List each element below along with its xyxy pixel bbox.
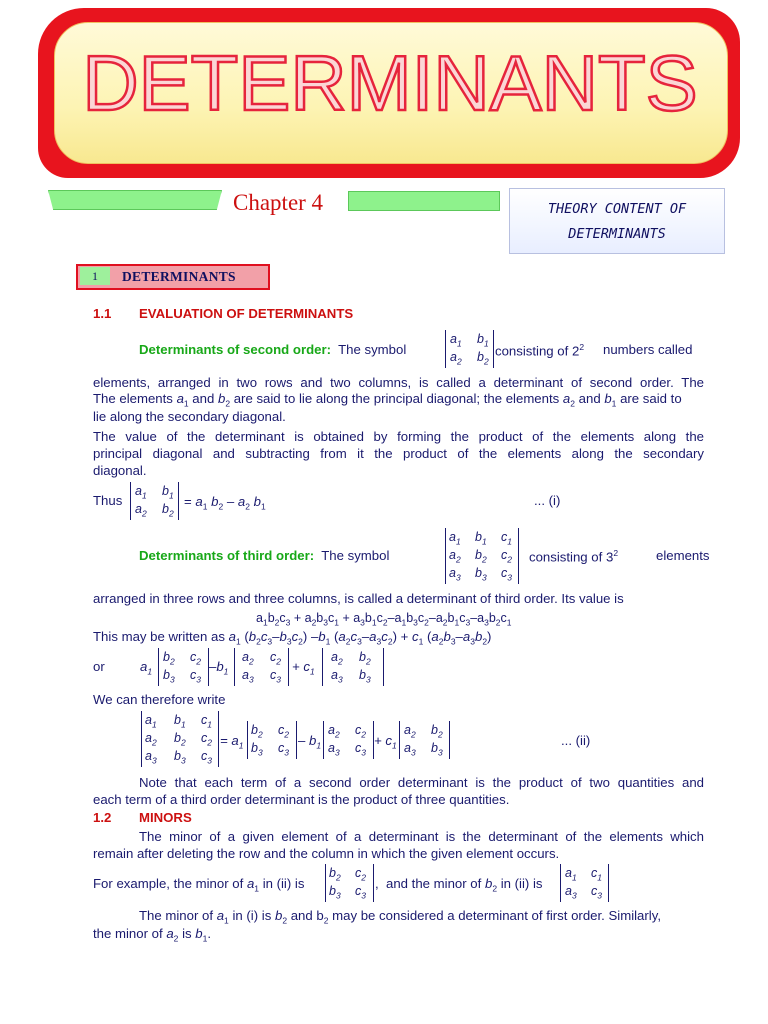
text-fragment: the minor of (93, 926, 163, 941)
expansion-minor-3: $a_2$ $b_2$ $a_3$ $b_3$ (399, 721, 450, 759)
second-order-intro-tail (495, 342, 584, 358)
text-line: The value of the determinant is obtained by forming the product of the elements along the (93, 429, 704, 444)
text-fragment: For example, the minor of (93, 876, 244, 891)
minor-example-line-2: , and the minor of $b_2$ in (ii) is (375, 876, 543, 894)
text-fragment: and the minor of (386, 876, 482, 891)
text-line: remain after deleting the row and the column in which the given element occurs. (93, 846, 560, 861)
consisting-text: consisting of 2 (495, 343, 580, 359)
text-fragment: is (182, 926, 192, 941)
exponent: 2 (613, 548, 619, 558)
thus-label: Thus (93, 493, 123, 508)
chapter-label: Chapter 4 (233, 190, 324, 215)
text-line: elements, arranged in two rows and two columns, is called a determinant of second order. The (93, 375, 704, 390)
subsection-title: EVALUATION OF DETERMINANTS (139, 306, 354, 321)
subsection-title: MINORS (139, 810, 192, 825)
diagonal-sentence: The elements $a_1$ and $b_2$ are said to lie along the principal diagonal; the elements $a_2$ and $b_1$ are said to (93, 391, 682, 409)
text-fragment: and b (290, 908, 324, 923)
theory-line-1: THEORY CONTENT OF (547, 201, 687, 217)
numbers-called: numbers called (603, 342, 693, 357)
symbol-text: The symbol (338, 342, 407, 357)
third-order-symbol: $a_1$ $b_1$ $c_1$ $a_2$ $b_2$ $c_2$ $a_3$ $b_3$ $c_3$ (445, 528, 519, 584)
expansion-minor-1: $b_2$ $c_2$ $b_3$ $c_3$ (247, 721, 297, 759)
section-title: DETERMINANTS (122, 269, 236, 284)
minor-example-line: For example, the minor of $a_1$ in (ii) is (93, 876, 305, 894)
second-order-symbol: $a_1$ $b_1$ $a_2$ $b_2$ (445, 330, 494, 368)
text-line: The minor of a given element of a determinant is the determinant of the elements which (139, 829, 704, 844)
subsection-number: 1.2 (93, 810, 112, 825)
text-fragment: in (ii) is (262, 876, 305, 891)
minor-example-det-1: $b_2$ $c_2$ $b_3$ $c_3$ (325, 864, 374, 902)
second-order-determinant: $a_1$ $b_1$ $a_2$ $b_2$ (130, 482, 179, 520)
plus-c1: + $c_1$ (374, 733, 397, 751)
symbol-text: The symbol (321, 548, 390, 563)
consisting-text: consisting of 3 (529, 549, 614, 565)
third-order-expansion: $a_1b_2c_3 + a_2b_3c_1 + a_3b_1c_2-a_1b_3c_2-a_2b_1c_3-a_3b_2c_1$ (256, 611, 512, 628)
theory-box (509, 188, 725, 254)
we-can-write: We can therefore write (93, 692, 226, 707)
minor-similarly-line: the minor of $a_2$ is $b_1$. (93, 926, 212, 944)
minus-b1: – $b_1$ (298, 733, 322, 751)
subsection-number: 1.1 (93, 306, 112, 321)
minus-b1: $-b_1$ (209, 659, 229, 677)
text-line: Note that each term of a second order determinant is the product of two quantities and (139, 775, 704, 790)
minor-det-1: $b_2$ $c_2$ $b_3$ $c_3$ (158, 648, 209, 686)
second-order-value: = $a_1$ $b_2 - a_2$ $b_1$ (184, 494, 266, 512)
text-fragment: in (i) is (232, 908, 272, 923)
page-title: DETERMINANTS (82, 39, 698, 127)
third-order-determinant: $a_1$ $b_1$ $c_1$ $a_2$ $b_2$ $c_2$ $a_3$ $b_3$ $c_3$ (141, 711, 219, 767)
third-order-intro-tail (529, 548, 618, 564)
minor-example-det-2: $a_1$ $c_1$ $a_3$ $c_3$ (560, 864, 609, 902)
elements-word: elements (656, 548, 710, 563)
text-line: each term of a third order determinant is the product of three quantities. (93, 792, 510, 807)
equation-number-ii: ... (ii) (561, 733, 591, 748)
text-line: diagonal. (93, 463, 147, 478)
chapter-bar-left (48, 190, 222, 210)
second-order-intro (139, 342, 406, 357)
equals-a1: = $a_1$ (220, 733, 244, 751)
text-fragment: in (ii) is (500, 876, 543, 891)
text-fragment: The minor of (139, 908, 214, 923)
theory-line-2: DETERMINANTS (568, 226, 666, 242)
minor-det-2: $a_2$ $c_2$ $a_3$ $c_3$ (234, 648, 289, 686)
text-fragment: may be considered a determinant of first order. Similarly, (332, 908, 661, 923)
exponent: 2 (579, 342, 585, 352)
text-line: arranged in three rows and three columns, is called a determinant of third order. Its value is (93, 591, 624, 606)
written-as-line: This may be written as $a_1$ $(b_2c_3-b_3c_2)$ $-b_1$ $(a_2c_3-a_3c_2) + c_1$ $(a_2b_3-a_3b_2)$ (93, 629, 492, 647)
a1-coef: $a_1$ (140, 659, 153, 677)
diagonal-sentence-end: lie along the secondary diagonal. (93, 409, 286, 424)
third-order-intro (139, 548, 389, 563)
section-number: 1 (80, 267, 110, 285)
chapter-bar-right (348, 191, 500, 211)
minor-det-3: $a_2$ $b_2$ $a_3$ $b_3$ (322, 648, 384, 686)
expansion-minor-2: $a_2$ $c_2$ $a_3$ $c_3$ (323, 721, 374, 759)
or-label: or (93, 659, 105, 674)
paragraph (93, 445, 704, 480)
second-order-lead: Determinants of second order: (139, 342, 331, 357)
minor-first-order-line: The minor of $a_1$ in (i) is $b_2$ and $b_2$ may be considered a determinant of first order. Similarly, (139, 908, 661, 926)
equation-number-i: ... (i) (534, 493, 561, 508)
text-line: principal diagonal and subtracting from it the product of the elements along the secondary (93, 446, 704, 461)
written-as-text: This may be written as (93, 629, 225, 644)
plus-c1: + $c_1$ (292, 659, 315, 677)
third-order-lead: Determinants of third order: (139, 548, 315, 563)
